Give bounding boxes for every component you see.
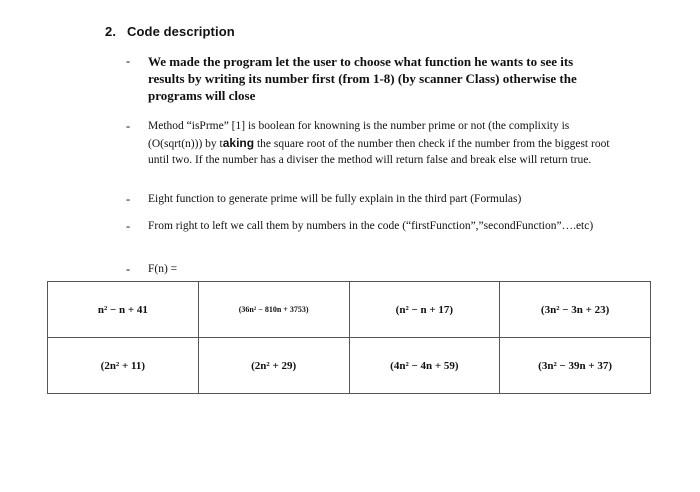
bullet-text-part1: Method “isPrme” [1] is boolean for knowning is the number prime or not (the complixity is (O(sqrt(n))) by t [148,120,570,150]
formula-cell: (4n² − 4n + 59) [349,338,500,394]
section-number: 2. [105,24,117,39]
section-heading [105,24,235,39]
bullet-dash: - [126,219,131,233]
formulas-table [47,281,651,394]
formula-cell: (3n² − 39n + 37) [500,338,651,394]
formula-cell: (2n² + 29) [198,338,349,394]
bullet-dash: - [126,119,131,133]
formula-cell: (n² − n + 17) [349,282,500,338]
bullet-text-bold: aking [222,135,255,150]
formula-cell: (36n² − 810n + 3753) [198,282,349,338]
bullet-dash: - [126,192,131,206]
bullet-text: From right to left we call them by numbers in the code (“firstFunction”,”secondFunction”….etc) [148,220,594,232]
bullet-text: F(n) = [148,263,178,275]
table-row [48,338,651,394]
formula-cell: n² − n + 41 [48,282,199,338]
bullet-text-part2: the square root of the number then check if the number from the biggest root until two. If the number has a diviser the method will return false and break else will return true. [148,137,610,166]
bullet-text: We made the program let the user to choose what function he wants to see its results by writing its number first (from 1-8) (by scanner Class) otherwise the programs will close [148,54,577,103]
bullet-text [148,118,613,169]
bullet-text: Eight function to generate prime will be fully explain in the third part (Formulas) [148,193,522,205]
formula-cell: (3n² − 3n + 23) [500,282,651,338]
bullet-dash: - [126,262,131,276]
section-title: Code description [127,24,235,39]
formula-cell: (2n² + 11) [48,338,199,394]
bullet-dash: - [126,54,131,68]
table-row [48,282,651,338]
